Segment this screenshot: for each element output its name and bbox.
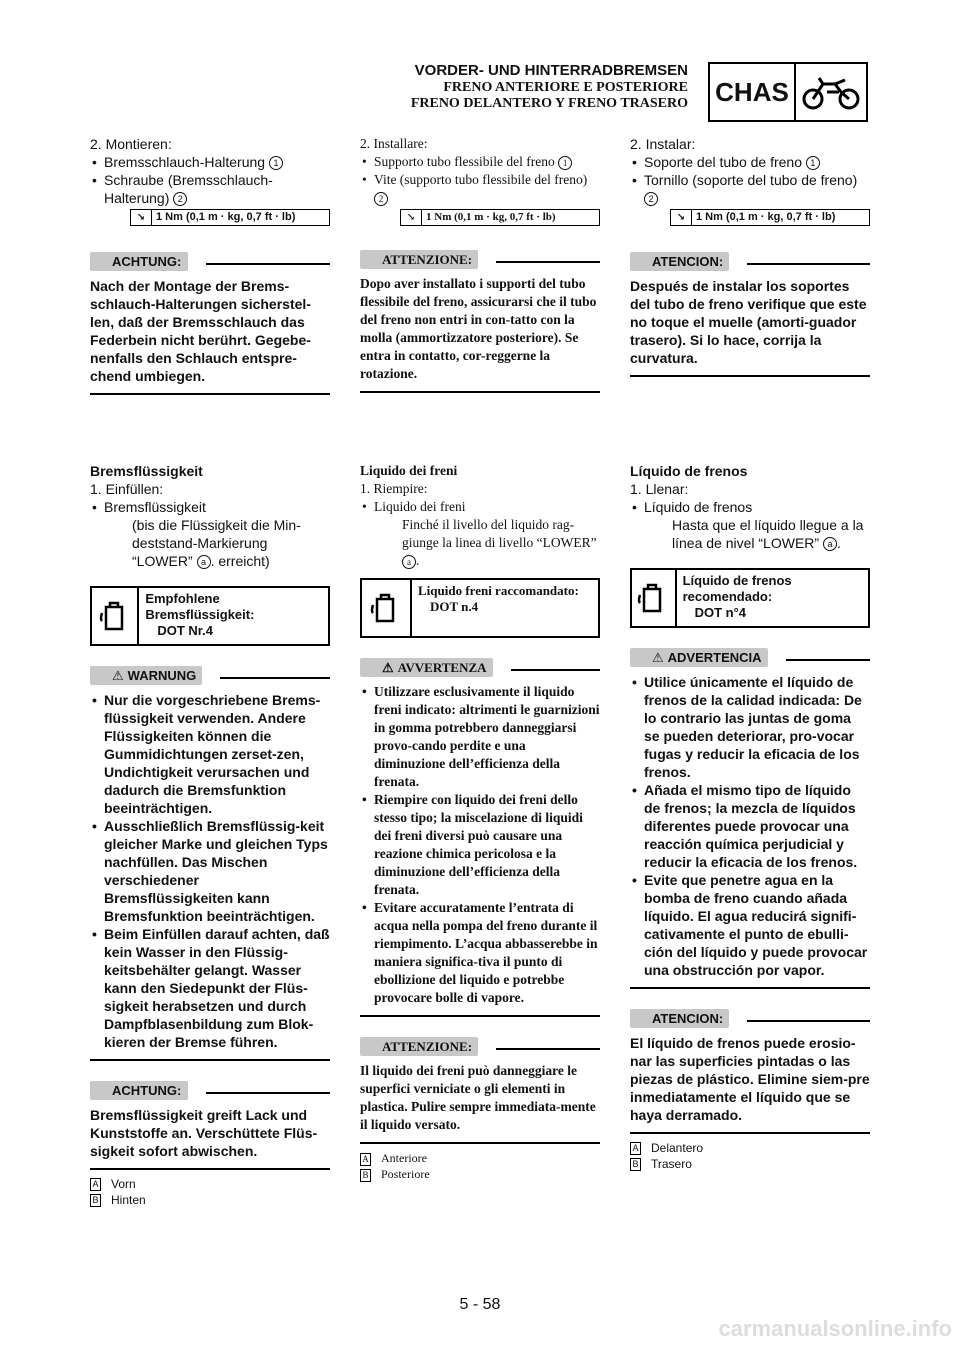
oil-can-icon [92,588,139,644]
fluid-detail: Hasta que el líquido llegue a la línea de nivel “LOWER” a . [672,517,864,551]
warning-list [90,691,330,1051]
fluid-item: • Líquido de frenos [630,498,870,516]
part-item: • Schraube (Bremsschlauch-Halterung) 2 [90,171,330,207]
caution-label: ATENCION: [630,252,729,271]
section-title: Bremsflüssigkeit [90,463,203,479]
footnotes: A Vorn B Hinten [90,1176,330,1208]
wrench-icon: ↘ [671,210,692,225]
warning-item: • Riempire con liquido dei freni dello stesso tipo; la miscelazione di liquidi dei freni diversi può causare una reazione chimica pericolosa e la diminuzione dell’efficienza della frenata. [360,791,600,899]
page-number: 5 - 58 [459,1296,501,1313]
step-install: 2. Instalar: [630,136,696,152]
caution-label: ATTENZIONE: [360,250,478,269]
recommended-title: Líquido de frenos recomendado: [682,573,792,604]
wrench-icon: ↘ [401,210,422,225]
fluid-detail: Finché il livello del liquido rag-giunge la linea di livello “LOWER” a . [402,517,597,568]
warning-label: ⚠ WARNUNG [90,666,202,685]
caution-text: El líquido de frenos puede erosio-nar las superficies pintadas o las piezas de plástico. Elimine siem-pre inmediatamente el líquido que se haya derramado. [630,1035,870,1123]
caution-label: ATTENZIONE: [360,1037,478,1056]
warning-icon: ⚠ [382,660,394,675]
caution-text: Il liquido dei freni può danneggiare le superfici verniciate o gli elementi in plastica. Pulire sempre immediata-mente il liquido versato. [360,1063,596,1132]
fluid-item: • Bremsflüssigkeit [90,498,330,516]
header-title-de: VORDER- UND HINTERRADBREMSEN [414,62,688,79]
fluid-detail: (bis die Flüssigkeit die Min-deststand-Markierung “LOWER” a . erreicht) [132,517,301,569]
part-item: • Tornillo (soporte del tubo de freno) 2 [630,171,870,207]
chas-badge [708,62,868,122]
recommended-fluid-box [630,568,870,628]
caution-label: ACHTUNG: [90,252,188,271]
torque-spec: ↘ 1 Nm (0,1 m · kg, 0,7 ft · lb) [670,209,870,226]
warning-item: • Utilizzare esclusivamente il liquido freni indicato: altrimenti le guarnizioni in gomma potrebbero danneggiarsi provo-cando perdite e una diminuzione dell’efficienza della frenata. [360,683,600,791]
section-title: Líquido de frenos [630,463,748,479]
warning-label: ⚠ AVVERTENZA [360,658,493,677]
fluid-item: • Liquido dei freni [360,498,600,516]
part-item: • Vite (supporto tubo flessibile del freno) 2 [360,171,600,207]
section-title: Liquido dei freni [360,463,458,478]
chas-label: CHAS [710,64,796,120]
footnotes: A Delantero B Trasero [630,1140,870,1172]
torque-spec: ↘ 1 Nm (0,1 m · kg, 0,7 ft · lb) [400,209,600,226]
recommended-title: Empfohlene Bremsflüssigkeit: [145,591,255,622]
part-item: • Bremsschlauch-Halterung 1 [90,153,330,171]
warning-item: • Añada el mismo tipo de líquido de frenos; la mezcla de líquidos diferentes puede provocar una reacción química perjudicial y reducir la eficacia de los frenos. [630,781,870,871]
caution-label: ATENCION: [630,1009,729,1028]
warning-item: • Evitare accuratamente l’entrata di acqua nella pompa del freno durante il riempimento. L’acqua abbasserebbe in maniera significa-tiva il punto di ebollizione del liquido e potrebbe provocare bolle di vapore. [360,899,600,1007]
warning-item: • Evite que penetre agua en la bomba de freno cuando añada líquido. El agua reducirá signifi-cativamente el punto de ebulli-ción del líquido y puede provocar una obstrucción por vapor. [630,871,870,979]
column-de [90,135,330,1207]
warning-icon: ⚠ [112,668,124,683]
step-fill: 1. Einfüllen: [90,481,164,497]
part-item: • Soporte del tubo de freno 1 [630,153,870,171]
warning-item: • Utilice únicamente el líquido de frenos de la calidad indicada: De lo contrario las juntas de goma se pueden deteriorar, pro-vocar fugas y reducir la eficacia de los frenos. [630,673,870,781]
recommended-title: Liquido freni raccomandato: [418,583,579,598]
footnotes: A Anteriore B Posteriore [360,1150,600,1182]
recommended-value: DOT n°4 [694,605,747,620]
caution-text: Nach der Montage der Brems-schlauch-Halterungen sicherstel-len, daß der Bremsschlauch das Federbein nicht berührt. Gegebe-nenfalls den Schlauch entspre-chend umbiegen. [90,278,311,384]
warning-item: • Nur die vorgeschriebene Brems-flüssigkeit verwenden. Andere Flüssigkeiten können die Gummidichtungen zerset-zen, Undichtigkeit verursachen und dadurch die Bremsfunktion beeinträchtigen. [90,691,330,817]
step-fill: 1. Riempire: [360,481,428,496]
step-install: 2. Montieren: [90,136,172,152]
torque-spec: ↘ 1 Nm (0,1 m · kg, 0,7 ft · lb) [130,209,330,226]
header-title-es: FRENO DELANTERO Y FRENO TRASERO [410,96,688,111]
column-es [630,135,870,1171]
recommended-value: DOT n.4 [430,599,479,614]
oil-can-icon [362,580,412,636]
part-item: • Supporto tubo flessibile del freno 1 [360,153,600,171]
recommended-fluid-box [360,578,600,638]
wrench-icon: ↘ [131,210,152,225]
warning-item: • Beim Einfüllen darauf achten, daß kein Wasser in den Flüssig-keitsbehälter gelangt. Wasser kann den Siedepunkt der Flüs-sigkeit herabsetzen und durch Dampfblasenbildung zum Blok-kieren der Bremse führen. [90,925,330,1051]
header-title-it: FRENO ANTERIORE E POSTERIORE [443,80,688,95]
warning-list [360,683,600,1007]
caution-text: Dopo aver installato i supporti del tubo flessibile del freno, assicurarsi che il tubo del freno non entri in con-tatto con la molla (ammortizzatore posteriore). Se entra in contatto, cor-reggerne la rotazione. [360,276,597,381]
caution-text: Después de instalar los soportes del tubo de freno verifique que este no toque el muelle (amorti-guador trasero). Si lo hace, corrija la curvatura. [630,278,867,366]
warning-label: ⚠ ADVERTENCIA [630,648,768,667]
step-install: 2. Installare: [360,136,428,151]
motorcycle-icon [796,64,866,120]
warning-item: • Ausschließlich Bremsflüssig-keit gleicher Marke und gleichen Typs nachfüllen. Das Mischen verschiedener Bremsflüssigkeiten kann Bremsfunktion beeinträchtigen. [90,817,330,925]
oil-can-icon [632,570,677,626]
caution-text: Bremsflüssigkeit greift Lack und Kunststoffe an. Verschüttete Flüs-sigkeit sofort abwischen. [90,1107,318,1159]
warning-icon: ⚠ [652,650,664,665]
recommended-value: DOT Nr.4 [157,623,213,638]
column-it [360,135,600,1181]
recommended-fluid-box [90,586,330,646]
warning-list [630,673,870,979]
step-fill: 1. Llenar: [630,481,689,497]
caution-label: ACHTUNG: [90,1081,188,1100]
watermark: carmanualsonline.info [718,1316,952,1341]
